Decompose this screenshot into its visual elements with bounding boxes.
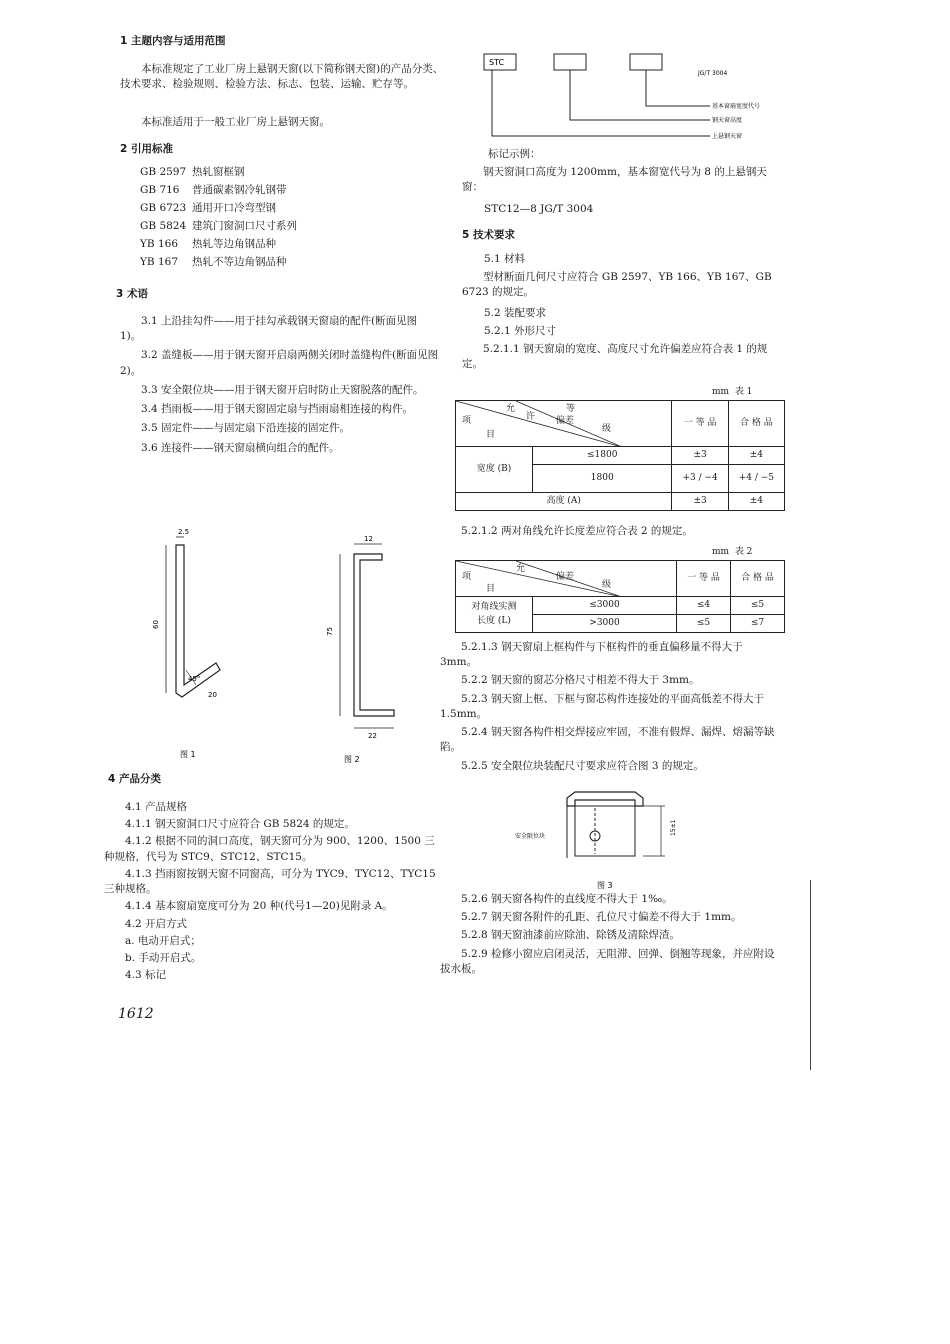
s5-1-text: 型材断面几何尺寸应符合 GB 2597、YB 166、YB 167、GB 6723 的规定。 [462, 271, 772, 299]
table2-h-first: 一 等 品 [677, 561, 731, 597]
ref-name: 普通碳素钢冷轧钢带 [192, 184, 287, 196]
s5-items-list [440, 640, 780, 777]
fig2-caption: 图 2 [344, 755, 360, 764]
fig3-label: 安全限位块 [515, 833, 546, 840]
ref-code: YB 166 [140, 238, 179, 250]
table1-cell-pass: +4 / −5 [728, 465, 784, 493]
section-3-title: 3 术语 [116, 288, 148, 300]
table2-cell-item [456, 597, 533, 633]
figure-1-drawing [130, 525, 260, 765]
table2-h-item: 项 [462, 572, 472, 582]
table-1 [455, 400, 785, 511]
table-2 [455, 560, 785, 633]
scan-edge-line [810, 880, 811, 1070]
section-1-title: 1 主题内容与适用范围 [120, 35, 226, 47]
ref-name: 热轧不等边角钢品种 [192, 256, 287, 268]
table1-h-grade2: 级 [602, 424, 612, 434]
fig1-dim-top: 2.5 [178, 528, 190, 536]
table1-unit: mm [712, 387, 730, 397]
reference-item [140, 237, 297, 255]
reference-item [140, 183, 297, 201]
s5-item: 5.2.3 钢天窗上框、下框与窗芯构件连接处的平面高低差不得大于 1.5mm。 [440, 692, 765, 720]
s5-item: 5.2.6 钢天窗各构件的直线度不得大于 1‰。 [461, 893, 673, 905]
section-5-title: 5 技术要求 [462, 229, 515, 241]
table1-cell-first: ±3 [672, 493, 728, 511]
s4-item: 4.1.4 基本窗扇宽度可分为 20 种(代号1—20)见附录 A。 [125, 900, 393, 913]
ref-code: GB 2597 [140, 166, 187, 178]
fig3-dim: 15±1 [670, 819, 677, 836]
fig2-dim-top: 12 [364, 535, 373, 543]
term-item: 3.5 固定件——与固定扇下沿连接的固定件。 [141, 422, 351, 435]
table1-cell-first: +3 / −4 [672, 465, 728, 493]
table2-header-diag [456, 561, 677, 597]
table1-h-allow: 允 [506, 404, 516, 414]
table2-cell-pass: ≤7 [731, 615, 785, 633]
fig1-dim-side: 60 [152, 620, 160, 629]
fig3-caption: 图 3 [597, 881, 613, 890]
ref-code: YB 167 [140, 256, 179, 268]
page-number: 1612 [118, 1006, 154, 1022]
table1-cell-item: 高度 (A) [456, 493, 672, 511]
term-item: 3.6 连接件——钢天窗扇横向组合的配件。 [141, 441, 340, 454]
table2-title: 表 2 [734, 547, 753, 557]
ref-code: GB 716 [140, 184, 180, 196]
s4-item: 4.3 标记 [125, 969, 167, 982]
s5-2-1-1-text: 5.2.1.1 钢天窗扇的宽度、高度尺寸允许偏差应符合表 1 的规定。 [462, 343, 768, 371]
section-4-list [104, 800, 439, 985]
table1-cell-pass: ±4 [728, 447, 784, 465]
s5-item: 5.2.9 检修小窗应启闭灵活，无阻滞、回弹、倒翘等现象，并应附设拔水板。 [440, 947, 775, 975]
s4-item: 4.1.2 根据不同的洞口高度，钢天窗可分为 900、1200、1500 三种规格，代号为 STC9、STC12、STC15。 [104, 835, 435, 863]
fig2-dim-bottom: 22 [368, 732, 377, 740]
table1-h-item: 项 [462, 416, 472, 426]
s4-item: b. 手动开启式。 [125, 951, 202, 964]
s4-item: a. 电动开启式； [125, 934, 201, 947]
table1-cell-first: ±3 [672, 447, 728, 465]
ref-name: 建筑门窗洞口尺寸系列 [192, 220, 297, 232]
term-item: 3.3 安全限位块——用于钢天窗开启时防止天窗脱落的配件。 [141, 383, 424, 396]
table1-cell-range: ≤1800 [533, 447, 672, 465]
ref-name: 热轧等边角钢品种 [192, 238, 276, 250]
reference-item [140, 201, 297, 219]
table2-cell-pass: ≤5 [731, 597, 785, 615]
ref-code: GB 5824 [140, 220, 187, 232]
s5-item: 5.2.5 安全限位块装配尺寸要求应符合图 3 的规定。 [461, 759, 704, 772]
table2-item-line1: 对角线实测 [471, 602, 517, 613]
term-item: 3.1 上沿挂勾件——用于挂勾承载钢天窗扇的配件(断面见图 1)。 [120, 315, 418, 343]
term-item: 3.4 挡雨板——用于钢天窗固定扇与挡雨扇相连接的构件。 [141, 403, 414, 416]
table1-h-allow2: 许 [526, 412, 536, 422]
table1-h-pass: 合 格 品 [728, 401, 784, 447]
table1-title: 表 1 [734, 387, 753, 397]
fig1-angle: 45° [188, 675, 201, 683]
table2-h-grade2: 级 [602, 580, 612, 590]
marking-label-height: 钢天窗高度 [712, 117, 743, 124]
table2-h-pass: 合 格 品 [731, 561, 785, 597]
term-item: 3.2 盖缝板——用于钢天窗开启扇两侧关闭时盖缝构件(断面见图 2)。 [120, 349, 439, 377]
marking-label-type: 上悬钢天窗 [712, 133, 743, 140]
s5-item: 5.2.2 钢天窗的窗芯分格尺寸相差不得大于 3mm。 [461, 674, 700, 687]
table2-cell-first: ≤4 [677, 597, 731, 615]
s5-2-title: 5.2 装配要求 [484, 307, 547, 319]
table1-h-dev: 偏差 [556, 416, 575, 426]
table2-h-dev: 偏差 [556, 572, 575, 582]
marking-box-stc: STC [489, 58, 505, 67]
table1-h-grade: 等 [566, 404, 576, 414]
section-1-paragraph-1: 本标准规定了工业厂房上悬钢天窗(以下简称钢天窗)的产品分类、技术要求、检验规则、检验方法、标志、包装、运输、贮存等。 [120, 63, 444, 91]
reference-item [140, 219, 297, 237]
example-text: 钢天窗洞口高度为 1200mm，基本窗宽代号为 8 的上悬钢天窗： [462, 166, 767, 194]
s4-item: 4.1 产品规格 [125, 801, 188, 813]
example-title: 标记示例： [488, 148, 541, 160]
section-4-title: 4 产品分类 [108, 773, 161, 785]
table2-cell-range: >3000 [533, 615, 677, 633]
s5-item: 5.2.1.3 钢天窗扇上框构件与下框构件的垂直偏移量不得大于 3mm。 [440, 641, 743, 669]
marking-standard: JG/T 3004 [698, 70, 728, 77]
table1-h-first: 一 等 品 [672, 401, 728, 447]
section-1-paragraph-2: 本标准适用于一般工业厂房上悬钢天窗。 [141, 116, 330, 128]
s5-2-1-2-text: 5.2.1.2 两对角线允许长度差应符合表 2 的规定。 [461, 525, 693, 537]
section-2-title: 2 引用标准 [120, 143, 173, 155]
marking-diagram [478, 50, 798, 150]
ref-code: GB 6723 [140, 202, 187, 214]
s5-item: 5.2.7 钢天窗各附件的孔距、孔位尺寸偏差不得大于 1mm。 [461, 911, 742, 924]
table2-item-line2: 长度 (L) [477, 615, 511, 626]
figure-3-drawing [515, 788, 695, 893]
s5-item: 5.2.8 钢天窗油漆前应除油、除锈及清除焊渣。 [461, 929, 681, 942]
fig1-dim-leg: 20 [208, 691, 217, 699]
s5-2-1-title: 5.2.1 外形尺寸 [484, 325, 557, 337]
table1-h-item2: 目 [486, 430, 496, 440]
table1-cell-item: 宽度 (B) [456, 447, 533, 493]
table1-cell-pass: ±4 [728, 493, 784, 511]
reference-item [140, 255, 297, 273]
reference-item [140, 165, 297, 183]
table2-cell-first: ≤5 [677, 615, 731, 633]
s4-item: 4.1.1 钢天窗洞口尺寸应符合 GB 5824 的规定。 [125, 818, 355, 831]
table1-header-diag [456, 401, 672, 447]
table2-cell-range: ≤3000 [533, 597, 677, 615]
s5-1-title: 5.1 材料 [484, 253, 526, 265]
table1-unit-title [712, 386, 752, 399]
fig1-caption: 图 1 [180, 750, 196, 759]
table2-h-allow: 允 [516, 564, 526, 574]
s4-item: 4.1.3 挡雨窗按钢天窗不同窗高，可分为 TYC9、TYC12、TYC15 三种规格。 [104, 867, 436, 896]
table2-h-item2: 目 [486, 584, 496, 594]
s4-item: 4.2 开启方式 [125, 917, 188, 930]
terms-list [120, 314, 440, 460]
table2-unit-title [712, 546, 752, 559]
ref-name: 热轧窗框钢 [192, 166, 245, 178]
ref-name: 通用开口冷弯型钢 [192, 202, 276, 214]
s5-item: 5.2.4 钢天窗各构件相交焊接应牢固，不准有假焊、漏焊、熔漏等缺陷。 [440, 726, 775, 754]
table2-unit: mm [712, 547, 730, 557]
s5-items-list-2 [440, 892, 780, 980]
example-code: STC12—8 JG/T 3004 [484, 203, 594, 215]
table1-cell-range: 1800 [533, 465, 672, 493]
fig2-dim-side: 75 [326, 627, 334, 636]
reference-list [140, 165, 297, 273]
marking-label-width: 基本窗扇宽度代号 [712, 103, 761, 110]
figure-2-drawing [310, 532, 420, 767]
